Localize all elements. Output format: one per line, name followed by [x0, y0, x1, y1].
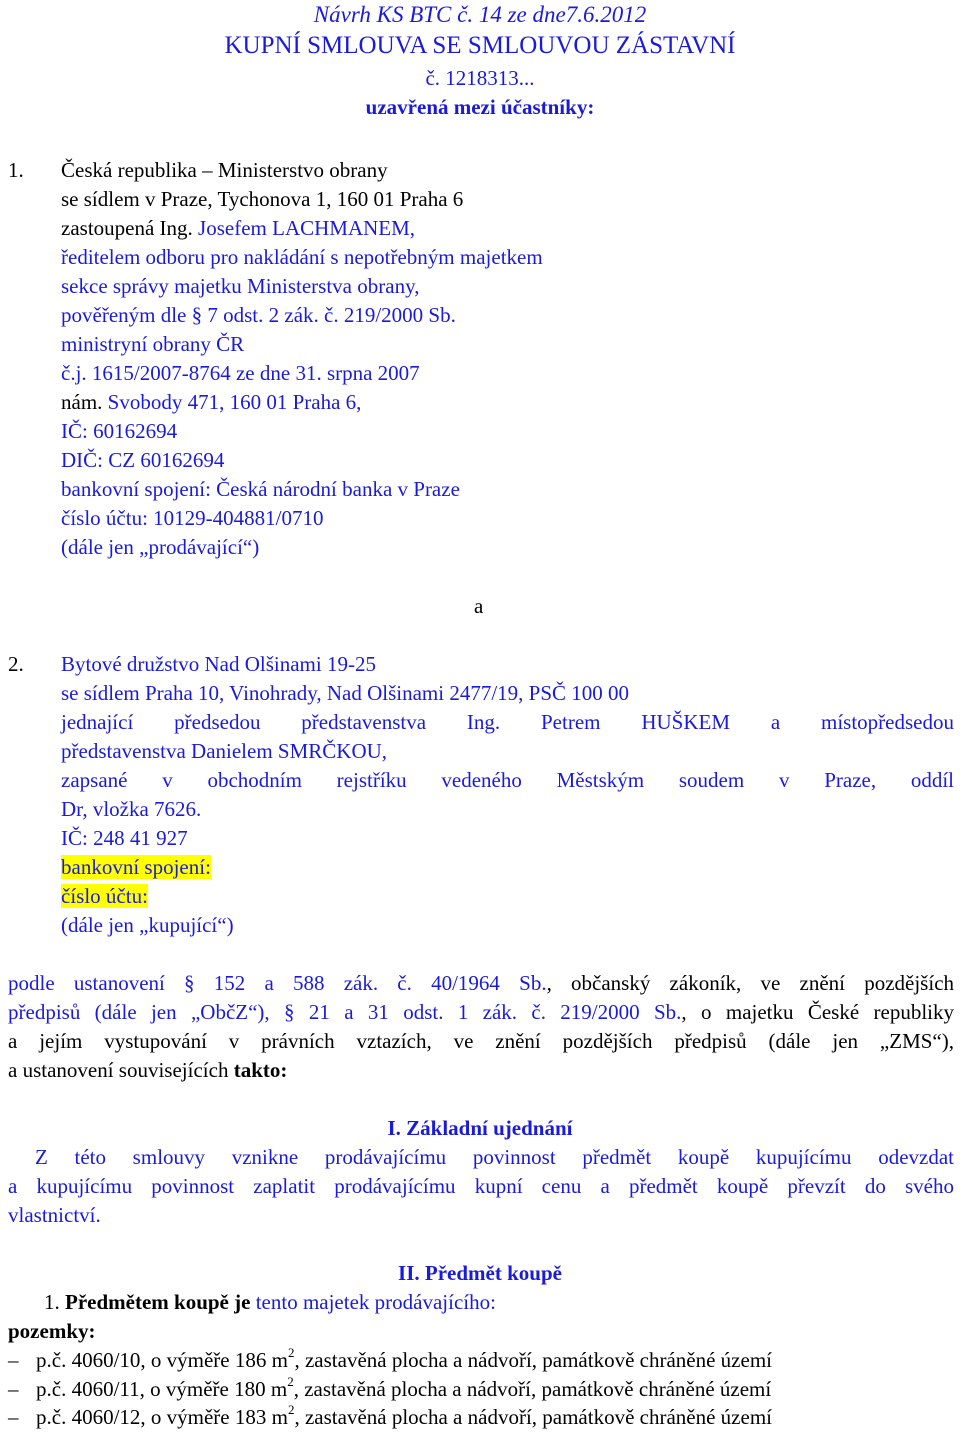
party2-bank: bankovní spojení: — [61, 855, 211, 879]
party1-authorization: pověřeným dle § 7 odst. 2 zák. č. 219/2000 Sb. — [61, 303, 456, 327]
parcel-dash: – — [8, 1348, 19, 1372]
party2-register-1: zapsané v obchodním rejstříku vedeného Městským soudem v Praze, oddíl — [61, 768, 954, 792]
party1-role-2: sekce správy majetku Ministerstva obrany, — [61, 274, 420, 298]
party1-seat: se sídlem v Praze, Tychonova 1, 160 01 Praha 6 — [61, 187, 464, 211]
party2-alias: (dále jen „kupující“) — [61, 913, 234, 937]
section-1-para-line-1: Z této smlouvy vznikne prodávajícímu povinnost předmět koupě kupujícímu odevzdat — [35, 1145, 954, 1169]
party1-ico: IČ: 60162694 — [61, 419, 178, 443]
party1-reference: č.j. 1615/2007-8764 ze dne 31. srpna 2007 — [61, 361, 420, 385]
party1-role-1: ředitelem odboru pro nakládání s nepotřebným majetkem — [61, 245, 543, 269]
party1-name: Česká republika – Ministerstvo obrany — [61, 158, 388, 182]
contract-title: KUPNÍ SMLOUVA SE SMLOUVOU ZÁSTAVNÍ — [224, 32, 736, 59]
party2-register-2: Dr, vložka 7626. — [61, 797, 202, 821]
draft-note: Návrh KS BTC č. 14 ze dne7.6.2012 — [313, 2, 647, 27]
party2-representation-2: představenstva Danielem SMRČKOU, — [61, 739, 388, 763]
section-1-heading: I. Základní ujednání — [387, 1116, 573, 1140]
parcel-item: p.č. 4060/10, o výměře 186 $m^2$, zastavěná plocha a nádvoří, památkově chráněné území — [36, 1345, 772, 1372]
party2-ico: IČ: 248 41 927 — [61, 826, 188, 850]
parcel-item: p.č. 4060/12, o výměře 183 $m^2$, zastavěná plocha a nádvoří, památkově chráněné území — [36, 1402, 772, 1429]
contract-number: č. 1218313... — [425, 66, 535, 90]
party1-dic: DIČ: CZ 60162694 — [61, 448, 225, 472]
party2-seat: se sídlem Praha 10, Vinohrady, Nad Olšinami 2477/19, PSČ 100 00 — [61, 681, 630, 705]
concluded-between: uzavřená mezi účastníky: — [365, 95, 595, 119]
legal-line-4: a ustanovení souvisejících takto: — [8, 1058, 288, 1082]
section-1-para-line-3: vlastnictví. — [8, 1203, 101, 1227]
parcel-dash: – — [8, 1377, 19, 1401]
section-1-para-line-2: a kupujícímu povinnost zaplatit prodávajícímu kupní cenu a předmět koupě převzít do svého — [8, 1174, 954, 1198]
party1-alias: (dále jen „prodávající“) — [61, 535, 260, 559]
legal-line-3: a jejím vystupování v právních vztazích, ve znění pozdějších předpisů (dále jen „ZMS“), — [8, 1029, 954, 1053]
parcel-item: p.č. 4060/11, o výměře 180 $m^2$, zastavěná plocha a nádvoří, památkově chráněné území — [36, 1374, 772, 1401]
party1-address: nám. Svobody 471, 160 01 Praha 6, — [61, 390, 362, 414]
legal-line-2: předpisů (dále jen „ObčZ“), § 21 a 31 odst. 1 zák. č. 219/2000 Sb., o majetku České republiky — [8, 1000, 954, 1024]
party2-representation-1: jednající předsedou představenstva Ing. Petrem HUŠKEM a místopředsedou — [61, 710, 954, 734]
and-word: a — [474, 594, 484, 618]
section-2-heading: II. Předmět koupě — [398, 1261, 562, 1285]
party1-represented: zastoupená Ing. Josefem LACHMANEM, — [61, 216, 416, 240]
parcel-dash: – — [8, 1405, 19, 1429]
party1-bank: bankovní spojení: Česká národní banka v Praze — [61, 477, 460, 501]
legal-line-1: podle ustanovení § 152 a 588 zák. č. 40/1964 Sb., občanský zákoník, ve znění pozdějších — [8, 971, 955, 995]
party2-name: Bytové družstvo Nad Olšinami 19-25 — [61, 652, 376, 676]
party2-account: číslo účtu: — [61, 884, 148, 908]
party1-minister: ministryní obrany ČR — [61, 332, 245, 356]
party1-number: 1. — [8, 158, 24, 182]
party1-account: číslo účtu: 10129-404881/0710 — [61, 506, 324, 530]
section-2-item-1: 1. Předmětem koupě je tento majetek prodávajícího: — [44, 1290, 496, 1314]
party2-number: 2. — [8, 652, 24, 676]
land-label: pozemky: — [8, 1319, 96, 1343]
